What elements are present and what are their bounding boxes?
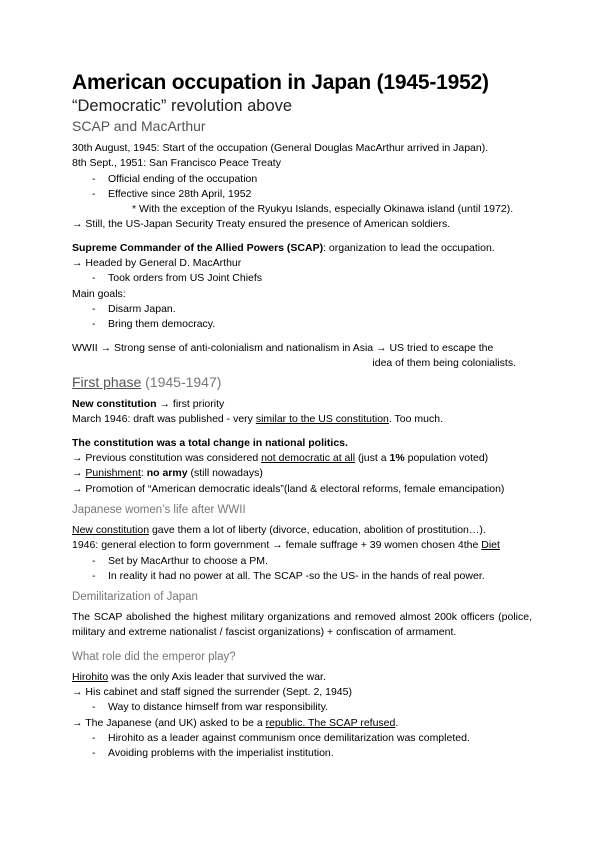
paragraph: The SCAP abolished the highest military organizations and removed almost 200k officers (police, military and extreme nationalist / fascist organizations) + confiscation of armament. (72, 611, 532, 639)
paragraph: 1946: general election to form government → female suffrage + 39 women chosen 4the Diet (72, 539, 500, 552)
bullet-item: - Took orders from US Joint Chiefs (72, 271, 532, 286)
paragraph: 8th Sept., 1951: San Francisco Peace Treaty (72, 157, 281, 170)
paragraph: → Headed by General D. MacArthur (72, 257, 242, 270)
paragraph: New constitution → first priority (72, 398, 225, 411)
paragraph: New constitution gave them a lot of liberty (divorce, education, abolition of prostitution…). (72, 523, 486, 536)
bullet-item: - Hirohito as a leader against communism once demilitarization was completed. (72, 731, 532, 746)
bullet-item: - Official ending of the occupation (72, 172, 532, 187)
paragraph: Supreme Commander of the Allied Powers (SCAP): organization to lead the occupation. (72, 241, 495, 254)
paragraph: → The Japanese (and UK) asked to be a republic. The SCAP refused. (72, 716, 399, 729)
bullet-item: - Bring them democracy. (72, 317, 532, 332)
bullet-item: - Effective since 28th April, 1952 (72, 187, 532, 202)
bullet-item: - Way to distance himself from war responsibility. (72, 700, 532, 715)
paragraph: → Previous constitution was considered not democratic at all (just a 1% population voted) (72, 452, 489, 465)
paragraph: idea of them being colonialists. (372, 356, 516, 369)
paragraph: The constitution was a total change in national politics. (72, 436, 348, 449)
paragraph: → Promotion of “American democratic ideals”(land & electoral reforms, female emancipation) (72, 482, 505, 495)
section-heading-demilitarization: Demilitarization of Japan (72, 591, 198, 604)
section-heading-emperor: What role did the emperor play? (72, 650, 236, 663)
section-heading-women: Japanese women’s life after WWII (72, 503, 246, 516)
paragraph: 30th August, 1945: Start of the occupation (General Douglas MacArthur arrived in Japan). (72, 142, 489, 154)
bullet-item: - Set by MacArthur to choose a PM. (72, 554, 532, 569)
section-heading-first-phase: First phase (1945-1947) (72, 374, 222, 391)
paragraph: March 1946: draft was published - very similar to the US constitution. Too much. (72, 413, 443, 426)
document-page (72, 70, 532, 762)
document-subtitle: “Democratic” revolution above (72, 97, 293, 115)
bold-term: Supreme Commander of the Allied Powers (SCAP) (72, 241, 324, 254)
paragraph: → Punishment: no army (still nowadays) (72, 467, 263, 480)
paragraph: Main goals: (72, 287, 126, 300)
paragraph: → His cabinet and staff signed the surrender (Sept. 2, 1945) (72, 686, 352, 699)
document-title: American occupation in Japan (1945-1952) (72, 71, 489, 94)
bullet-item: - Disarm Japan. (72, 302, 532, 317)
section-heading-scap: SCAP and MacArthur (72, 118, 206, 134)
footnote: * With the exception of the Ryukyu Islands, especially Okinawa island (until 1972). (132, 203, 514, 216)
paragraph: Hirohito was the only Axis leader that survived the war. (72, 670, 326, 683)
bullet-item: - In reality it had no power at all. The SCAP -so the US- in the hands of real power. (72, 569, 532, 584)
paragraph: WWII → Strong sense of anti-colonialism and nationalism in Asia → US tried to escape the (72, 341, 494, 354)
paragraph: → Still, the US-Japan Security Treaty ensured the presence of American soldiers. (72, 218, 451, 231)
bullet-item: - Avoiding problems with the imperialist institution. (72, 746, 532, 761)
